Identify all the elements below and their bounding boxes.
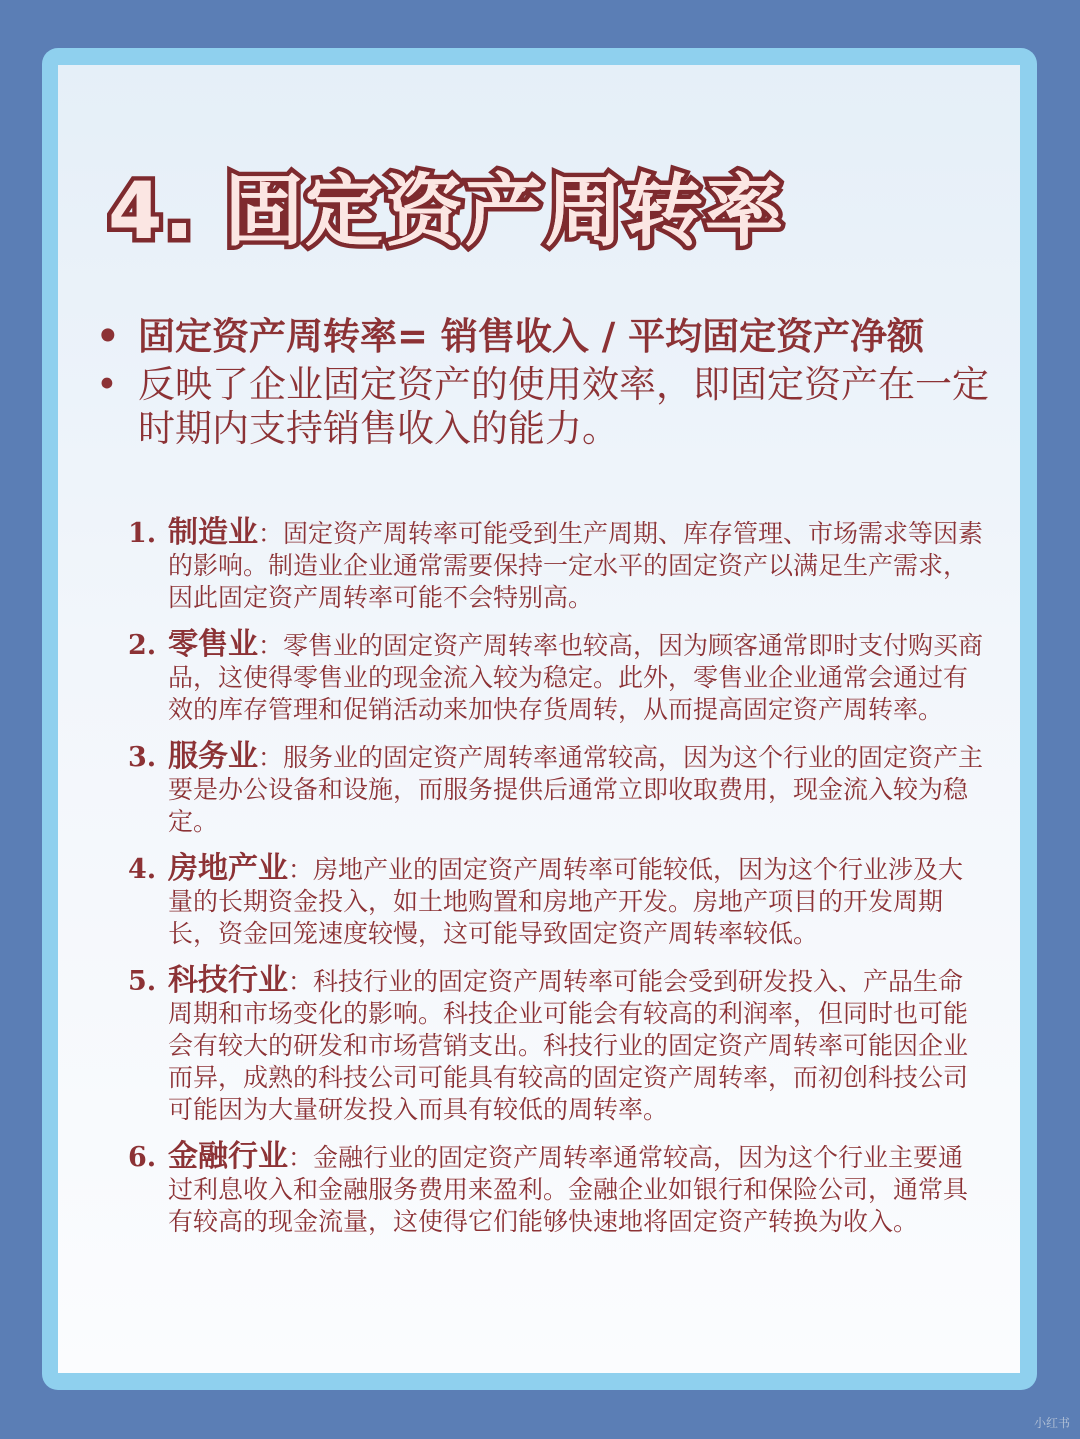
watermark-logo: 小红书 <box>1033 1416 1070 1430</box>
list-item <box>128 1141 988 1238</box>
meaning-bullet <box>96 363 996 451</box>
formula-text: 固定资产周转率= 销售收入 / 平均固定资产净额 <box>138 315 925 358</box>
definition-list <box>96 315 996 451</box>
list-item <box>128 965 988 1126</box>
formula-bullet <box>96 315 996 359</box>
list-item <box>128 517 988 614</box>
item-text: 零售业的固定资产周转率也较高，因为顾客通常即时支付购买商品，这使得零售业的现金流入较为稳定。此外，零售业企业通常会通过有效的库存管理和促销活动来加快存货周转，从而提高固定资产周转率。 <box>168 631 984 724</box>
item-separator: ： <box>288 1143 314 1172</box>
meaning-text: 反映了企业固定资产的使用效率，即固定资产在一定时期内支持销售收入的能力。 <box>138 363 989 450</box>
item-text: 科技行业的固定资产周转率可能会受到研发投入、产品生命周期和市场变化的影响。科技企业可能会有较高的利润率，但同时也可能会有较大的研发和市场营销支出。科技行业的固定资产周转率可能因企业而异，成熟的科技公司可能具有较高的固定资产周转率，而初创科技公司可能因为大量研发投入而具有较低的周转率。 <box>168 967 969 1124</box>
item-separator: ： <box>288 855 314 884</box>
content-card <box>58 65 1020 1373</box>
industry-list <box>128 517 988 1253</box>
item-number: 3. <box>128 742 157 773</box>
item-number: 2. <box>128 630 157 661</box>
item-heading: 房地产业 <box>168 851 288 886</box>
bullet-dot-icon: • <box>96 315 120 358</box>
list-item <box>128 741 988 838</box>
item-heading: 制造业 <box>168 515 258 550</box>
card-frame <box>42 48 1037 1390</box>
item-heading: 服务业 <box>168 739 258 774</box>
item-number: 5. <box>128 966 157 997</box>
item-separator: ： <box>288 967 314 996</box>
page-title: 4. 固定资产周转率 <box>108 167 786 257</box>
item-text: 金融行业的固定资产周转率通常较高，因为这个行业主要通过利息收入和金融服务费用来盈利。金融企业如银行和保险公司，通常具有较高的现金流量，这使得它们能够快速地将固定资产转换为收入。 <box>168 1143 969 1236</box>
item-text: 服务业的固定资产周转率通常较高，因为这个行业的固定资产主要是办公设备和设施，而服务提供后通常立即收取费用，现金流入较为稳定。 <box>168 743 984 836</box>
item-separator: ： <box>258 631 284 660</box>
item-heading: 金融行业 <box>168 1139 288 1174</box>
bullet-dot-icon: • <box>96 363 118 406</box>
item-separator: ： <box>258 743 284 772</box>
item-text: 固定资产周转率可能受到生产周期、库存管理、市场需求等因素的影响。制造业企业通常需要保持一定水平的固定资产以满足生产需求，因此固定资产周转率可能不会特别高。 <box>168 519 984 612</box>
item-number: 4. <box>128 854 157 885</box>
item-heading: 零售业 <box>168 627 258 662</box>
list-item <box>128 853 988 950</box>
item-separator: ： <box>258 519 284 548</box>
item-heading: 科技行业 <box>168 963 288 998</box>
list-item <box>128 629 988 726</box>
item-text: 房地产业的固定资产周转率可能较低，因为这个行业涉及大量的长期资金投入，如土地购置和房地产开发。房地产项目的开发周期长，资金回笼速度较慢，这可能导致固定资产周转率较低。 <box>168 855 964 948</box>
item-number: 6. <box>128 1142 157 1173</box>
item-number: 1. <box>128 518 157 549</box>
